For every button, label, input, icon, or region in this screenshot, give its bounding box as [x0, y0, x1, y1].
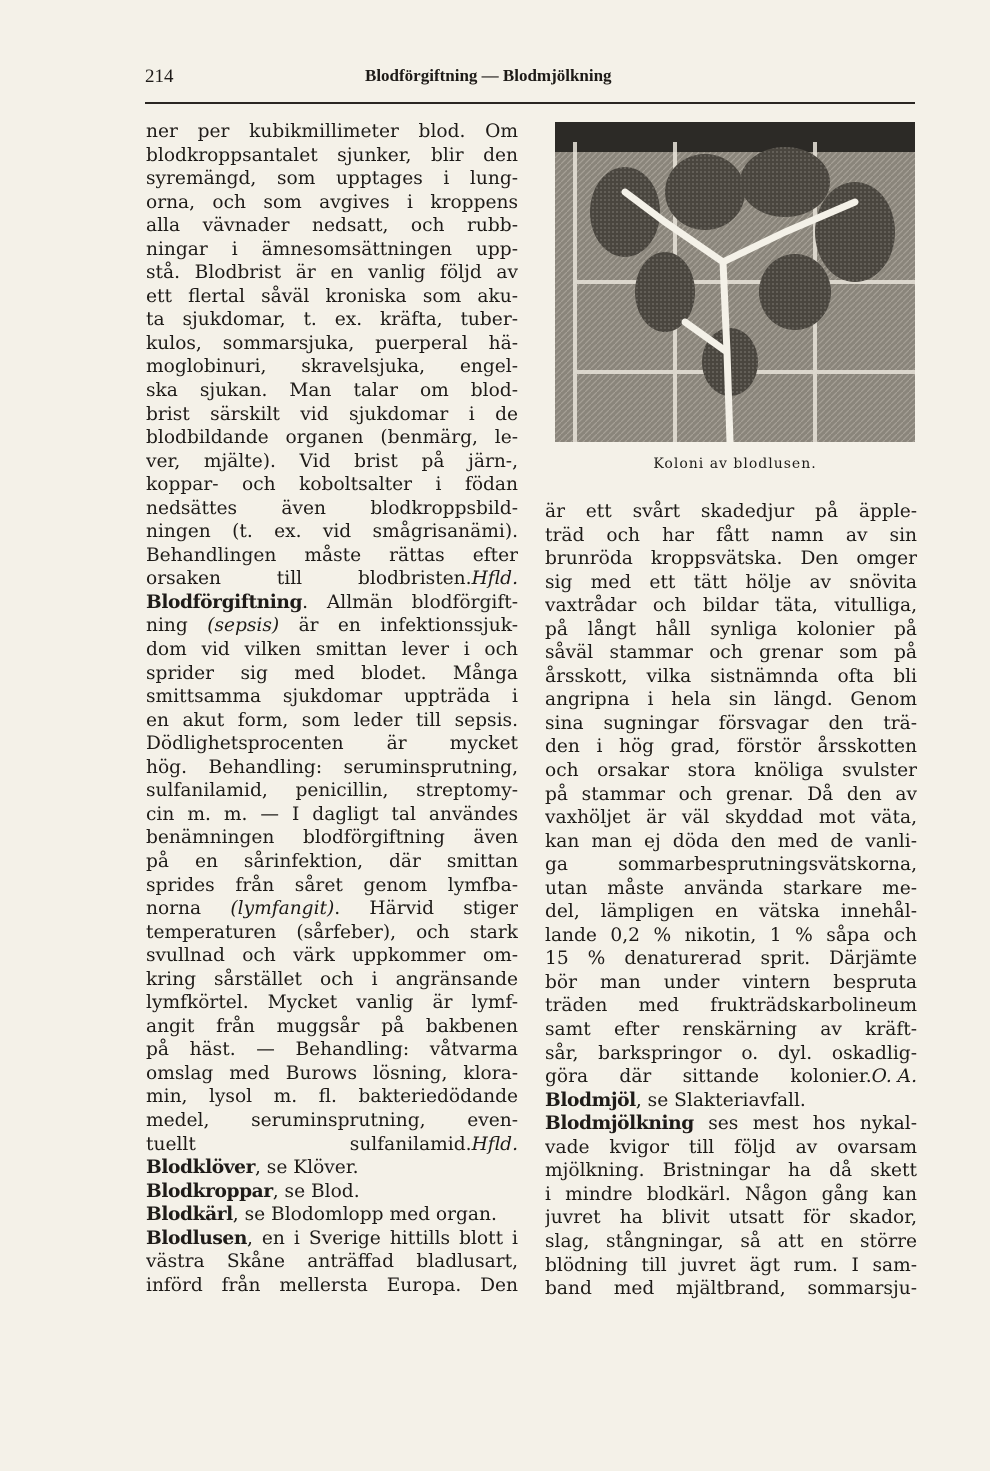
text-line: syremängd, som upptages i lung- — [146, 168, 518, 190]
text-line: den i hög grad, förstör årsskotten — [545, 736, 917, 758]
text-line: norna (lymfangit). Härvid stiger — [146, 898, 518, 920]
text-line: sprides från såret genom lymfba- — [146, 874, 518, 896]
text-line: min, lysol m. fl. bakteriedödande — [146, 1086, 518, 1108]
text-line: benämningen blodförgiftning även — [146, 827, 518, 849]
text-line: hög. Behandling: seruminsprutning, — [146, 756, 518, 778]
page-header — [145, 66, 915, 96]
entry-body — [146, 921, 518, 1133]
text-line: blödning till juvret ägt rum. I sam- — [545, 1254, 917, 1276]
text-line: cin m. m. — I dagligt tal användes — [146, 803, 518, 825]
entry-body — [545, 1136, 917, 1301]
right-column-lines — [545, 500, 917, 1065]
text-line: alla vävnader nedsatt, och rubb- — [146, 215, 518, 237]
text-line: träd och har fått namn av sin — [545, 524, 917, 546]
text-line: i mindre blodkärl. Någon gång kan — [545, 1183, 917, 1205]
text-line: årsskott, vilka sistnämnda ofta bli — [545, 665, 917, 687]
text-line: blodkroppsantalet sjunker, blir den — [146, 144, 518, 166]
text-line: slag, stångningar, så att en större — [545, 1230, 917, 1252]
text-line: moglobinuri, skravelsjuka, engel- — [146, 356, 518, 378]
text-line: orna, och som avgives i kroppens — [146, 191, 518, 213]
figure-photo — [555, 122, 915, 442]
text-line: band med mjältbrand, sommarsju- — [545, 1278, 917, 1300]
entry-blodkroppar: Blodkroppar, se Blod. — [146, 1180, 360, 1202]
text-line: sina sugningar försvagar den trä- — [545, 712, 917, 734]
text-line: bör man under vintern bespruta — [545, 971, 917, 993]
text-line: ning (sepsis) är en infektionssjuk- — [146, 615, 518, 637]
text-line: samt efter renskärning av kräft- — [545, 1019, 917, 1041]
text-line: såväl stammar och grenar som på — [545, 642, 917, 664]
text-line: på långt håll synliga kolonier på — [545, 618, 917, 640]
signature: Hfld. — [471, 1133, 518, 1155]
entry-blodmjolkning: Blodmjölkning ses mest hos nykal- — [545, 1113, 917, 1135]
text-line: ningen (t. ex. vid smågrisanämi). — [146, 521, 518, 543]
left-column-lines — [146, 120, 518, 567]
text-line: omslag med Burows lösning, klora- — [146, 1062, 518, 1084]
text-line: lymfkörtel. Mycket vanlig är lymf- — [146, 992, 518, 1014]
text-line: mjölkning. Bristningar ha då skett — [545, 1160, 917, 1182]
blodlus-colony-photo — [555, 122, 915, 442]
text-line: på en sårinfektion, där smittan — [146, 850, 518, 872]
header-rule — [145, 102, 915, 104]
text-line: nedsättes även blodkroppsbild- — [146, 497, 518, 519]
text-line: ver, mjälte). Vid brist på järn-, — [146, 450, 518, 472]
text-line: blodbildande organen (benmärg, le- — [146, 427, 518, 449]
text-line: sår, barkspringor o. dyl. oskadlig- — [545, 1042, 917, 1064]
signature: O. A. — [871, 1066, 917, 1088]
text-line: utan måste använda starkare me- — [545, 877, 917, 899]
text-line: brist särskilt vid sjukdomar i de — [146, 403, 518, 425]
headword: Blodmjölkning — [545, 1113, 694, 1135]
text-line: kring sårstället och i angränsande — [146, 968, 518, 990]
text-line: sig med ett tätt hölje av snövita — [545, 571, 917, 593]
text-line: orsaken till blodbristen. Hfld. — [146, 568, 518, 590]
text-line: kan man ej döda den med de vanli- — [545, 830, 917, 852]
text-line: tuellt sulfanilamid. Hfld. — [146, 1133, 518, 1155]
text-line: ett flertal såväl kroniska som aku- — [146, 285, 518, 307]
page-number: 214 — [145, 66, 174, 87]
text-line: och orsakar stora knöliga svulster — [545, 760, 917, 782]
headword: Blodförgiftning — [146, 591, 303, 613]
left-column — [146, 120, 518, 1297]
entry-blodmjol: Blodmjöl, se Slakteriavfall. — [545, 1089, 806, 1111]
text-line: en akut form, som leder till sepsis. — [146, 709, 518, 731]
figure-caption: Koloni av blodlusen. — [653, 456, 817, 472]
text-line: temperaturen (sårfeber), och stark — [146, 921, 518, 943]
text-line: brunröda kroppsvätska. Den omger — [545, 548, 917, 570]
text-line: ner per kubikmillimeter blod. Om — [146, 121, 518, 142]
text-line: på häst. — Behandling: våtvarma — [146, 1039, 518, 1061]
text-line: sulfanilamid, penicillin, streptomy- — [146, 780, 518, 802]
text-line: ska sjukan. Man talar om blod- — [146, 380, 518, 402]
text-line: göra där sittande kolonier. O. A. — [545, 1066, 917, 1088]
text-line: stå. Blodbrist är en vanlig följd av — [146, 262, 518, 284]
text-line: smittsamma sjukdomar uppträda i — [146, 686, 518, 708]
text-line: sprider sig med blodet. Många — [146, 662, 518, 684]
text-line: kulos, sommarsjuka, puerperal hä- — [146, 332, 518, 354]
text-line: västra Skåne anträffad bladlusart, — [146, 1251, 518, 1273]
text-line: del, lämpligen en vätska innehål- — [545, 901, 917, 923]
text-line: dom vid vilken smittan lever i och — [146, 639, 518, 661]
entry-blodforgiftning: Blodförgiftning. Allmän blodförgift- — [146, 591, 518, 613]
right-column — [545, 500, 917, 1301]
text-line: 15 % denaturerad sprit. Därjämte — [545, 948, 917, 970]
entry-blodlusen: Blodlusen, en i Sverige hittills blott i — [146, 1227, 518, 1249]
text-line: ta sjukdomar, t. ex. kräfta, tuber- — [146, 309, 518, 331]
text-line: angripna i hela sin längd. Genom — [545, 689, 917, 711]
text-line: koppar- och koboltsalter i födan — [146, 474, 518, 496]
text-line: medel, seruminsprutning, even- — [146, 1109, 518, 1131]
running-title: Blodförgiftning — Blodmjölkning — [365, 66, 612, 85]
text-line: svullnad och värk uppkommer om- — [146, 945, 518, 967]
text-line: ga sommarbesprutningsvätskorna, — [545, 854, 917, 876]
text-line: Dödlighetsprocenten är mycket — [146, 733, 518, 755]
text-line: lande 0,2 % nikotin, 1 % såpa och — [545, 924, 917, 946]
entry-blodkarl: Blodkärl, se Blodomlopp med organ. — [146, 1204, 497, 1226]
text-line: på stammar och grenar. Då den av — [545, 783, 917, 805]
text-line: vade kvigor till följd av ovarsam — [545, 1136, 917, 1158]
text-line: vaxtrådar och bildar täta, vitulliga, — [545, 595, 917, 617]
text-line: är ett svårt skadedjur på äpple- — [545, 501, 917, 522]
text-line: träden med frukträdskarbolineum — [545, 995, 917, 1017]
text-line: juvret ha blivit utsatt för skador, — [545, 1207, 917, 1229]
headword: Blodlusen — [146, 1227, 247, 1249]
text-line: angit från muggsår på bakbenen — [146, 1015, 518, 1037]
text-line: ningar i ämnesomsättningen upp- — [146, 238, 518, 260]
entry-blodklover: Blodklöver, se Klöver. — [146, 1157, 359, 1179]
text-line: Behandlingen måste rättas efter — [146, 544, 518, 566]
text-line: vaxhöljet är väl skyddad mot väta, — [545, 807, 917, 829]
text-line: införd från mellersta Europa. Den — [146, 1274, 518, 1296]
entry-body — [146, 1250, 518, 1297]
entry-body — [146, 638, 518, 897]
signature: Hfld. — [471, 568, 518, 590]
